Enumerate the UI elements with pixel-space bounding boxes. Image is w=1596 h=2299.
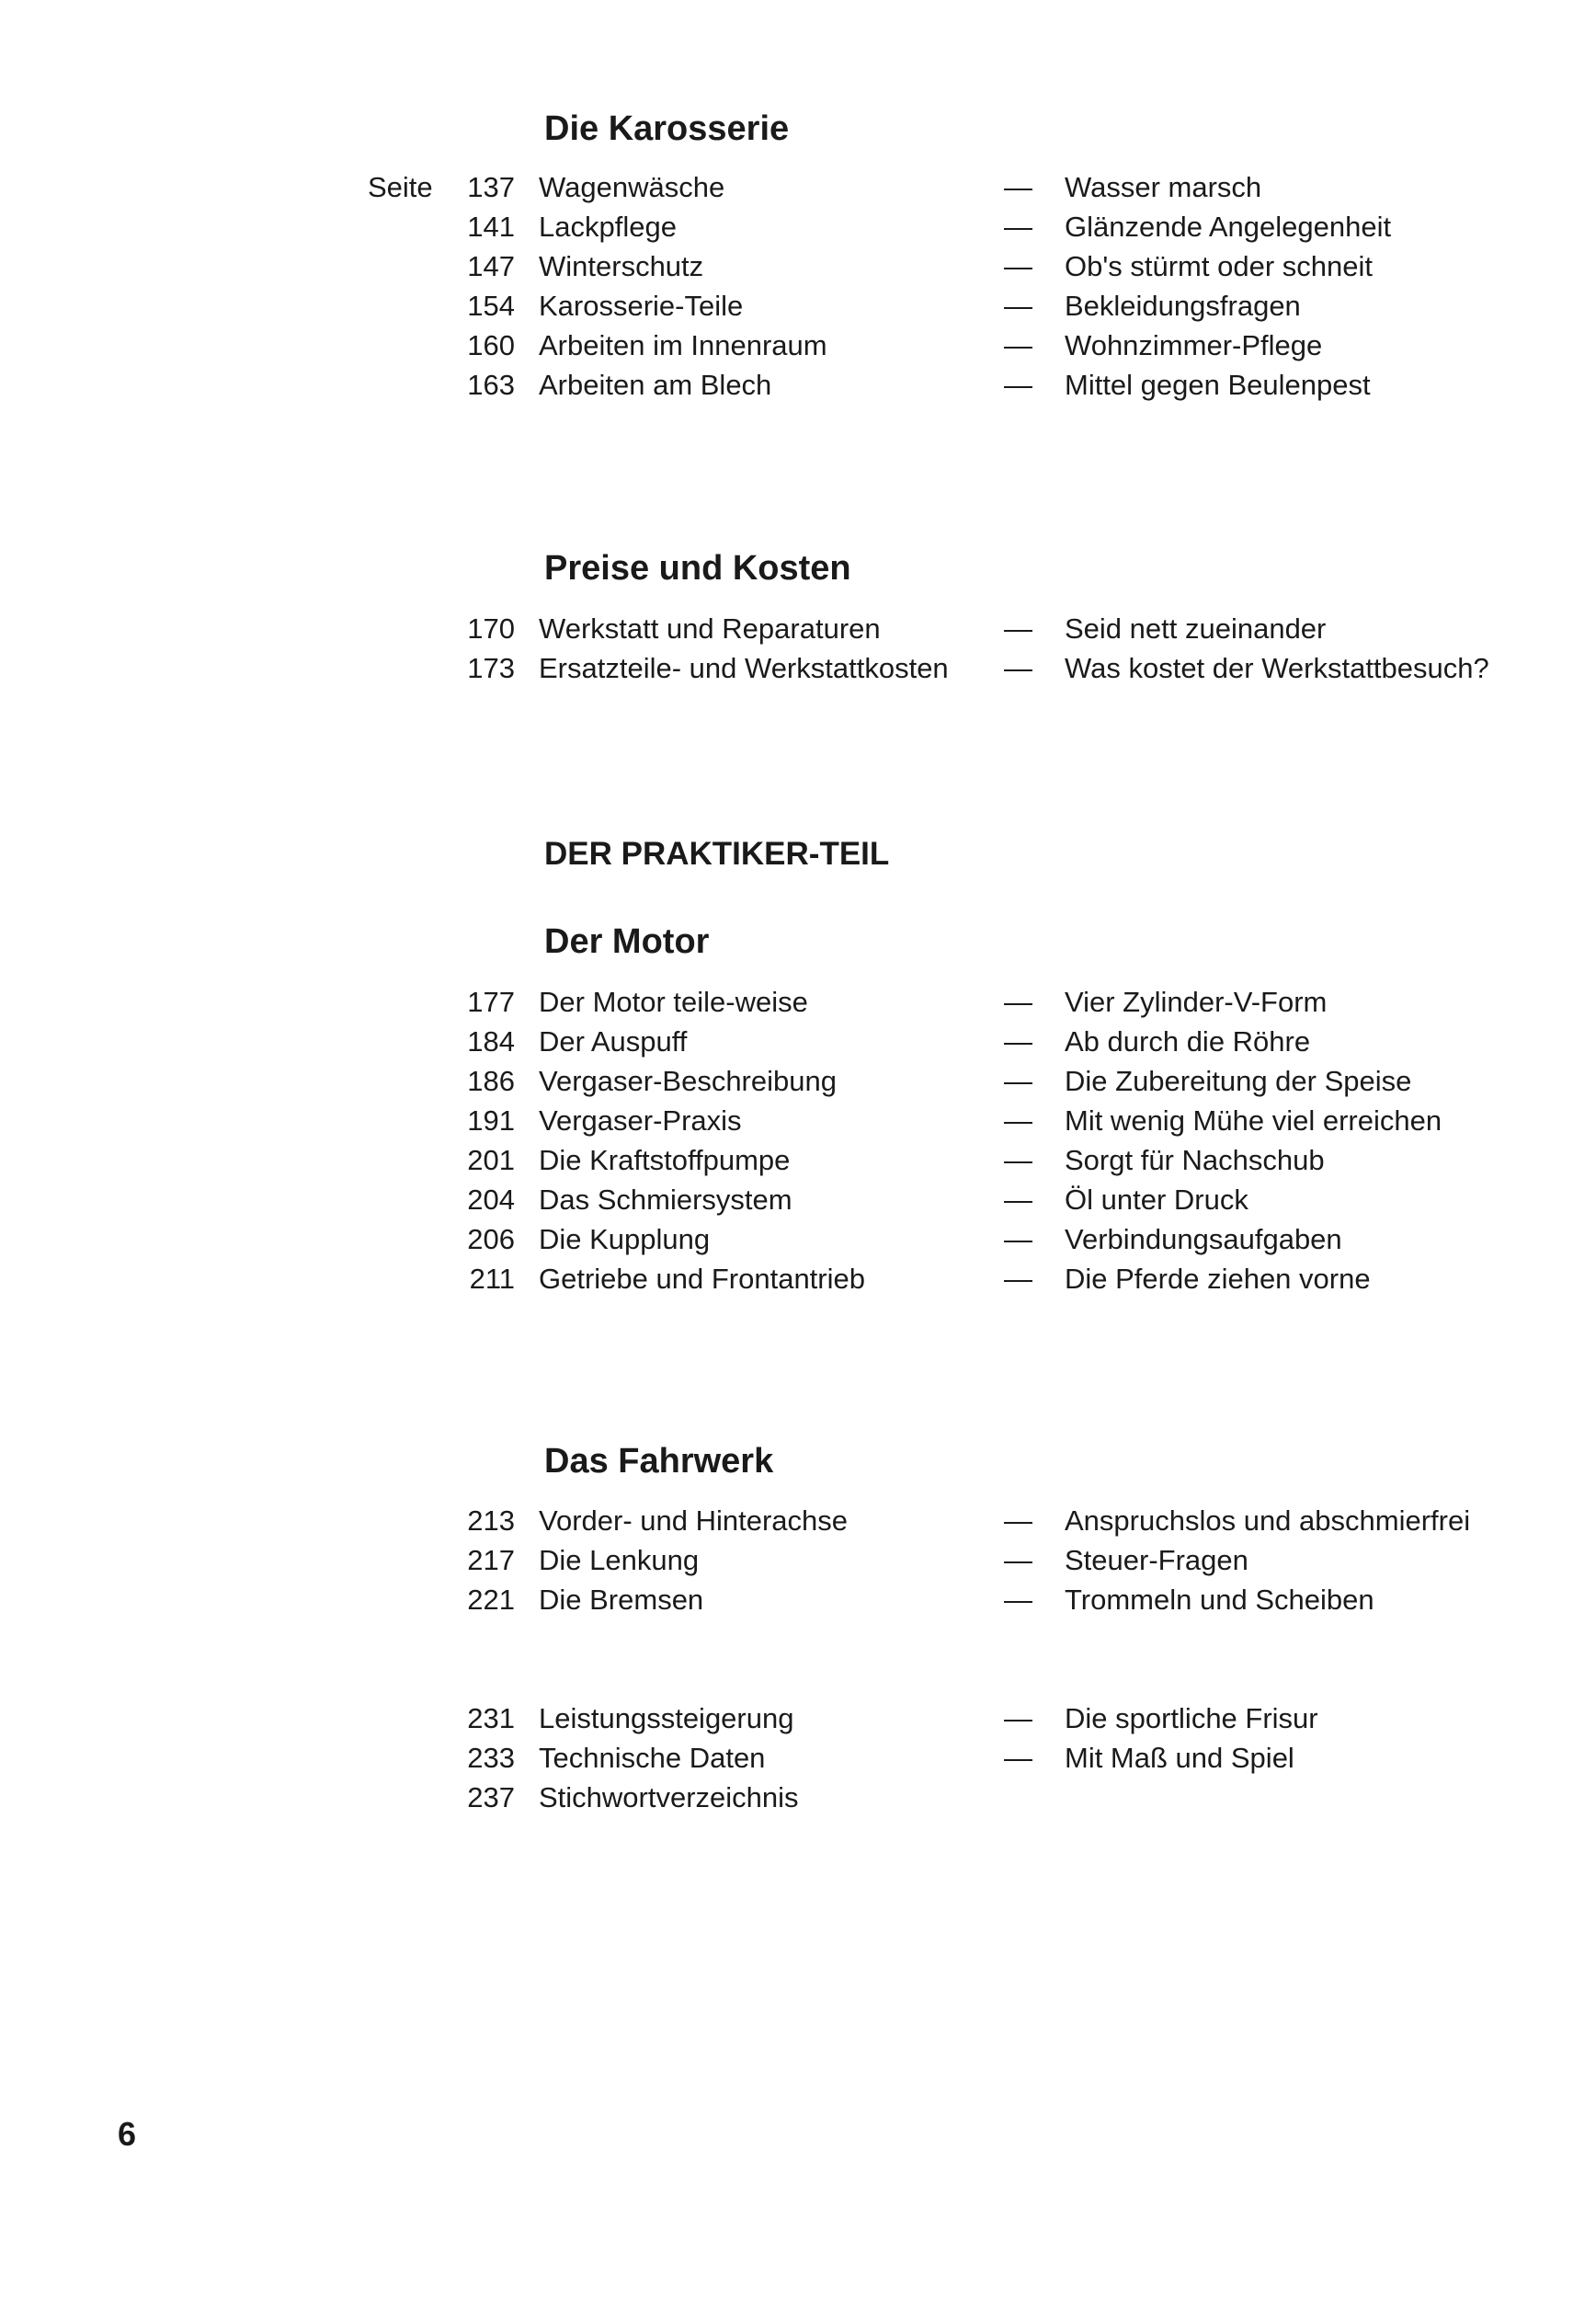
entry-dash: — <box>1004 1144 1032 1176</box>
entry-subtitle: Bekleidungsfragen <box>1065 290 1301 322</box>
entry-title: Werkstatt und Reparaturen <box>539 612 881 645</box>
entry-subtitle: Wasser marsch <box>1065 171 1262 203</box>
page-ref: 147 <box>467 250 515 282</box>
page-ref: 163 <box>467 369 515 401</box>
entry-title: Ersatzteile- und Werkstattkosten <box>539 652 949 684</box>
section-heading: Preise und Kosten <box>544 549 851 588</box>
toc-row <box>0 1699 1596 1738</box>
entry-dash: — <box>1004 1263 1032 1295</box>
entry-dash: — <box>1004 329 1032 361</box>
toc-row <box>0 1180 1596 1219</box>
toc-section-karosserie <box>0 167 1596 405</box>
section-heading: Der Motor <box>544 922 710 961</box>
entry-title: Der Auspuff <box>539 1025 688 1058</box>
toc-section-appendix <box>0 1699 1596 1817</box>
entry-subtitle: Ab durch die Röhre <box>1065 1025 1311 1058</box>
page-ref: 170 <box>467 612 515 645</box>
entry-subtitle: Mittel gegen Beulenpest <box>1065 369 1371 401</box>
entry-title: Karosserie-Teile <box>539 290 744 322</box>
entry-dash: — <box>1004 652 1032 684</box>
page-ref: 221 <box>467 1584 515 1616</box>
page-ref: 233 <box>467 1742 515 1774</box>
entry-subtitle: Mit Maß und Spiel <box>1065 1742 1294 1774</box>
entry-title: Arbeiten am Blech <box>539 369 772 401</box>
toc-row <box>0 326 1596 365</box>
toc-section-fahrwerk <box>0 1501 1596 1619</box>
page-ref: 217 <box>467 1544 515 1576</box>
entry-subtitle: Anspruchslos und abschmierfrei <box>1065 1504 1471 1537</box>
entry-subtitle: Steuer-Fragen <box>1065 1544 1248 1576</box>
toc-row <box>0 1101 1596 1140</box>
toc-row <box>0 1540 1596 1580</box>
page-ref: 186 <box>467 1065 515 1097</box>
toc-row <box>0 1738 1596 1778</box>
toc-row <box>0 286 1596 326</box>
entry-title: Die Kupplung <box>539 1223 711 1255</box>
entry-title: Winterschutz <box>539 250 704 282</box>
entry-title: Die Kraftstoffpumpe <box>539 1144 791 1176</box>
entry-subtitle: Wohnzimmer-Pflege <box>1065 329 1323 361</box>
entry-title: Der Motor teile-weise <box>539 986 808 1018</box>
entry-dash: — <box>1004 1184 1032 1216</box>
entry-dash: — <box>1004 1742 1032 1774</box>
toc-row <box>0 1219 1596 1259</box>
page-ref: 141 <box>467 211 515 243</box>
toc-row <box>0 609 1596 648</box>
entry-subtitle: Glänzende Angelegenheit <box>1065 211 1392 243</box>
seite-label: Seite <box>368 171 433 203</box>
toc-row <box>0 207 1596 246</box>
page-number: 6 <box>118 2115 137 2153</box>
toc-row <box>0 982 1596 1022</box>
entry-subtitle: Was kostet der Werkstattbesuch? <box>1065 652 1489 684</box>
entry-dash: — <box>1004 211 1032 243</box>
entry-subtitle: Verbindungsaufgaben <box>1065 1223 1342 1255</box>
page-ref: 231 <box>467 1702 515 1734</box>
entry-title: Vergaser-Beschreibung <box>539 1065 837 1097</box>
entry-title: Technische Daten <box>539 1742 766 1774</box>
toc-row <box>0 167 1596 207</box>
page-ref: 154 <box>467 290 515 322</box>
entry-title: Getriebe und Frontantrieb <box>539 1263 865 1295</box>
entry-dash: — <box>1004 1025 1032 1058</box>
toc-row <box>0 1140 1596 1180</box>
toc-section-motor <box>0 982 1596 1298</box>
page-ref: 211 <box>469 1263 515 1295</box>
toc-row <box>0 1022 1596 1061</box>
entry-dash: — <box>1004 612 1032 645</box>
entry-subtitle: Die Pferde ziehen vorne <box>1065 1263 1371 1295</box>
entry-subtitle: Trommeln und Scheiben <box>1065 1584 1374 1616</box>
entry-title: Leistungssteigerung <box>539 1702 794 1734</box>
toc-row <box>0 365 1596 405</box>
entry-dash: — <box>1004 1104 1032 1137</box>
entry-dash: — <box>1004 1504 1032 1537</box>
entry-dash: — <box>1004 1584 1032 1616</box>
entry-dash: — <box>1004 1065 1032 1097</box>
entry-title: Wagenwäsche <box>539 171 725 203</box>
toc-row <box>0 1778 1596 1817</box>
section-heading: Das Fahrwerk <box>544 1442 774 1481</box>
page-ref: 177 <box>467 986 515 1018</box>
entry-subtitle: Sorgt für Nachschub <box>1065 1144 1325 1176</box>
entry-title: Die Lenkung <box>539 1544 700 1576</box>
page-ref: 160 <box>467 329 515 361</box>
entry-dash: — <box>1004 369 1032 401</box>
toc-row <box>0 1061 1596 1101</box>
entry-subtitle: Vier Zylinder-V-Form <box>1065 986 1328 1018</box>
page-ref: 206 <box>467 1223 515 1255</box>
entry-title: Das Schmiersystem <box>539 1184 792 1216</box>
entry-dash: — <box>1004 250 1032 282</box>
entry-title: Vergaser-Praxis <box>539 1104 742 1137</box>
entry-subtitle: Öl unter Druck <box>1065 1184 1248 1216</box>
entry-title: Vorder- und Hinterachse <box>539 1504 849 1537</box>
toc-row <box>0 246 1596 286</box>
part-title: DER PRAKTIKER-TEIL <box>544 836 890 872</box>
toc-row <box>0 1580 1596 1619</box>
entry-title: Stichwortverzeichnis <box>539 1781 799 1813</box>
page-ref: 137 <box>467 171 515 203</box>
entry-title: Arbeiten im Innenraum <box>539 329 827 361</box>
section-heading: Die Karosserie <box>544 109 790 148</box>
page-ref: 173 <box>467 652 515 684</box>
entry-subtitle: Die Zubereitung der Speise <box>1065 1065 1412 1097</box>
entry-dash: — <box>1004 1702 1032 1734</box>
entry-subtitle: Ob's stürmt oder schneit <box>1065 250 1373 282</box>
toc-row <box>0 1501 1596 1540</box>
entry-subtitle: Seid nett zueinander <box>1065 612 1327 645</box>
page-ref: 237 <box>467 1781 515 1813</box>
toc-section-preise <box>0 609 1596 688</box>
entry-dash: — <box>1004 171 1032 203</box>
entry-subtitle: Mit wenig Mühe viel erreichen <box>1065 1104 1442 1137</box>
entry-dash: — <box>1004 1544 1032 1576</box>
page-ref: 201 <box>467 1144 515 1176</box>
entry-subtitle: Die sportliche Frisur <box>1065 1702 1318 1734</box>
entry-title: Die Bremsen <box>539 1584 704 1616</box>
entry-dash: — <box>1004 986 1032 1018</box>
page-ref: 213 <box>467 1504 515 1537</box>
entry-title: Lackpflege <box>539 211 677 243</box>
page-ref: 184 <box>467 1025 515 1058</box>
entry-dash: — <box>1004 1223 1032 1255</box>
page-ref: 191 <box>467 1104 515 1137</box>
toc-row <box>0 648 1596 688</box>
toc-row <box>0 1259 1596 1298</box>
page-ref: 204 <box>467 1184 515 1216</box>
entry-dash: — <box>1004 290 1032 322</box>
